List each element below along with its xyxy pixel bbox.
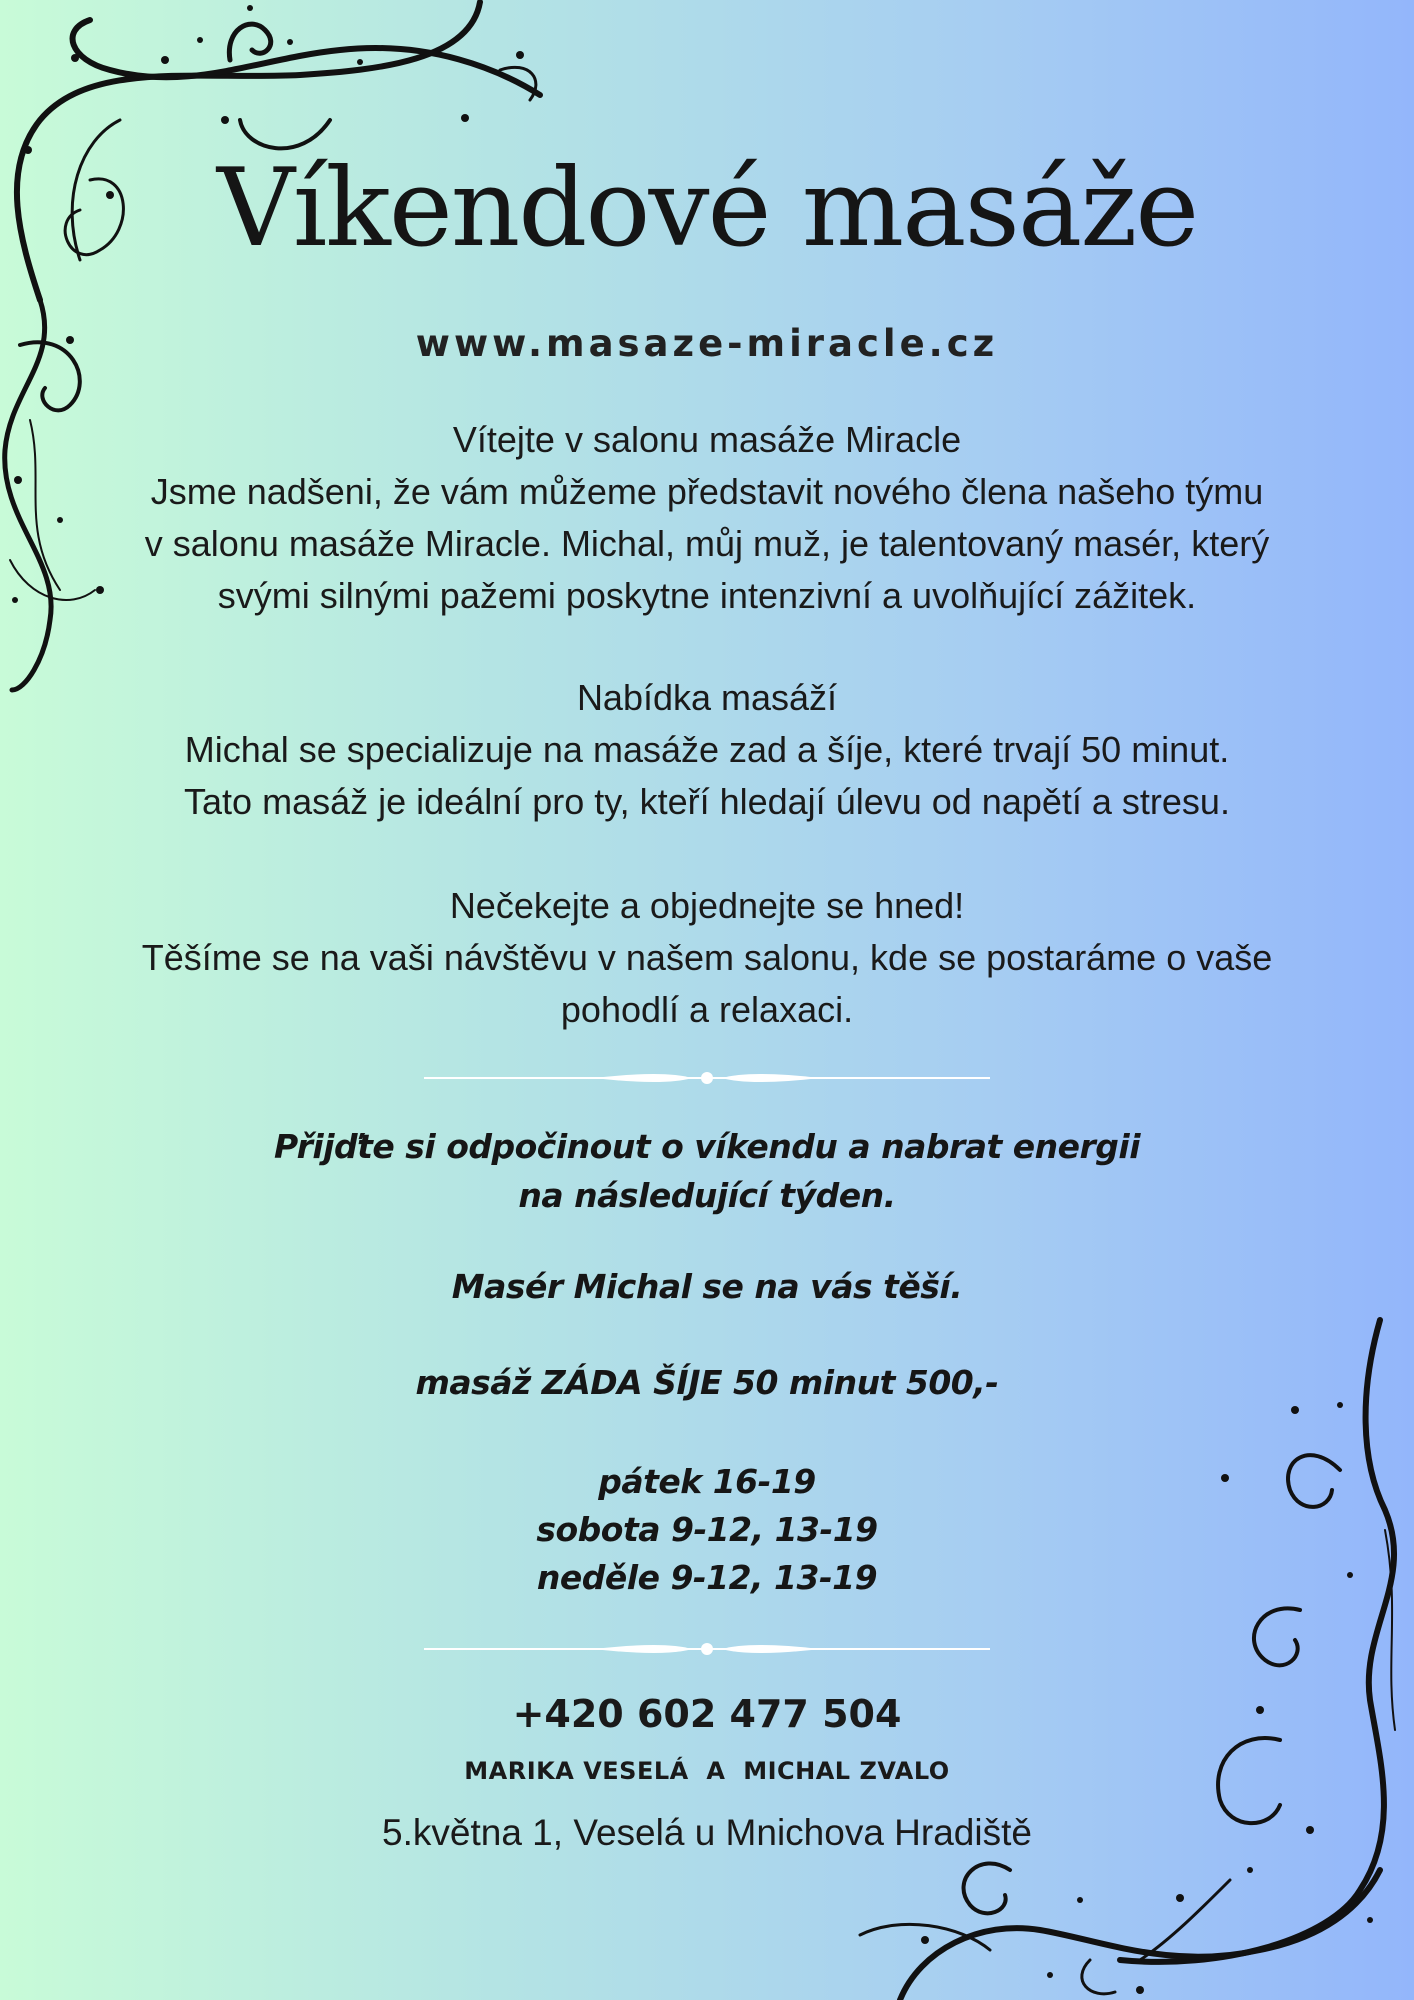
website-link[interactable]: www.masaze-miracle.cz [415,322,999,365]
offer-line: Michal se specializuje na masáže zad a šíje, které trvají 50 minut. [184,729,1230,770]
intro-line: v salonu masáže Miracle. Michal, můj muž, je talentovaný masér, který [144,523,1270,564]
cta-section [60,880,1354,1036]
intro-line: Jsme nadšeni, že vám můžeme představit nového člena našeho týmu [150,471,1264,512]
therapist-note: Masér Michal se na vás těší. [451,1267,963,1306]
slogan-line: na následující týden. [518,1176,896,1215]
opening-hours [80,1458,1334,1602]
cta-line: Těšíme se na vaši návštěvu v našem salonu, kde se postaráme o vaše [141,937,1273,978]
cta-heading: Nečekejte a objednejte se hned! [449,885,965,926]
ornamental-divider [424,1641,990,1657]
hours-line: pátek 16-19 [598,1462,816,1501]
page-title: Víkendové masáže [216,146,1198,271]
intro-heading: Vítejte v salonu masáže Miracle [452,419,962,460]
salon-address: 5.května 1, Veselá u Mnichova Hradiště [382,1812,1032,1853]
offer-heading: Nabídka masáží [576,677,838,718]
slogan [80,1122,1334,1220]
hours-line: sobota 9-12, 13-19 [536,1510,878,1549]
price-line: masáž ZÁDA ŠÍJE 50 minut 500,- [415,1363,999,1402]
phone-number[interactable]: +420 602 477 504 [512,1692,902,1736]
intro-line: svými silnými pažemi poskytne intenzivní a uvolňující zážitek. [217,575,1197,616]
cta-line: pohodlí a relaxaci. [560,989,854,1030]
offer-line: Tato masáž je ideální pro ty, kteří hledají úlevu od napětí a stresu. [184,781,1230,822]
ornamental-divider [424,1070,990,1086]
hours-line: neděle 9-12, 13-19 [536,1558,878,1597]
owner-names: MARIKA VESELÁ A MICHAL ZVALO [464,1757,950,1785]
offer-section [60,672,1354,828]
slogan-line: Přijďte si odpočinout o víkendu a nabrat energii [273,1127,1141,1166]
intro-section [60,414,1354,622]
